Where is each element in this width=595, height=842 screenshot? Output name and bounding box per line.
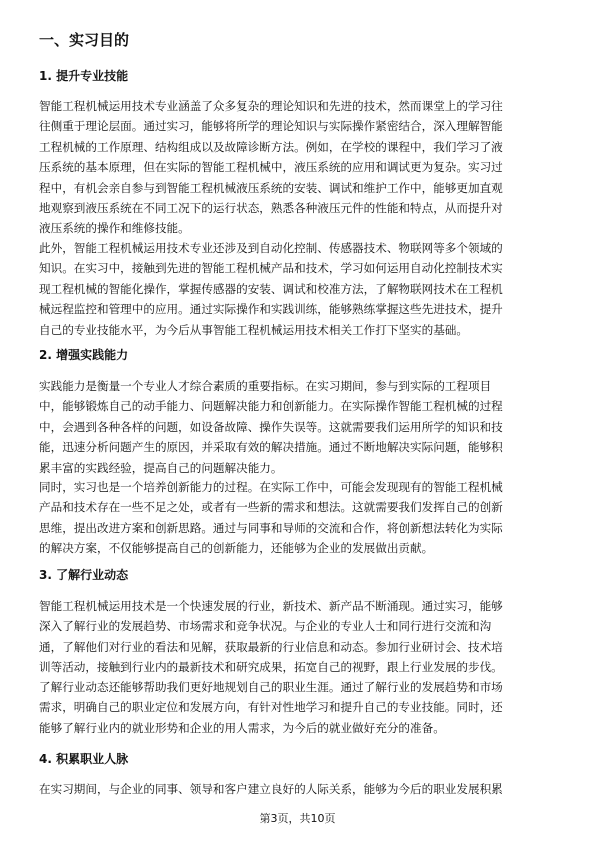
text-line: 智能工程机械运用技术专业涵盖了众多复杂的理论知识和先进的技术，然而课堂上的学习往 <box>39 99 503 113</box>
text-line: 此外，智能工程机械运用技术专业还涉及到自动化控制、传感器技术、物联网等多个领域的 <box>39 241 503 255</box>
section-heading-2: 2. 增强实践能力 <box>39 348 129 362</box>
text-line: 能够了解行业内的就业形势和企业的用人需求，为今后的就业做好充分的准备。 <box>39 720 445 735</box>
text-line: 通，了解他们对行业的看法和见解，获取最新的行业信息和动态。参加行业研讨会、技术培 <box>39 639 503 654</box>
text-line: 自己的专业技能水平，为今后从事智能工程机械运用技术相关工作打下坚实的基础。 <box>39 322 468 337</box>
text-line: 思维，提出改进方案和创新思路。通过与同事和导师的交流和合作，将创新想法转化为实际 <box>39 520 503 535</box>
text-line: 同时，实习也是一个培养创新能力的过程。在实际工作中，可能会发现现有的智能工程机械 <box>39 480 503 494</box>
text-line: 工程机械的工作原理、结构组成以及故障诊断方法。例如，在学校的课程中，我们学习了液 <box>39 139 503 154</box>
text-line: 深入了解行业的发展趋势、市场需求和竞争状况。与企业的专业人士和同行进行交流和沟 <box>39 619 492 634</box>
section-3-paragraph-2 <box>39 677 557 738</box>
section-2-paragraph-2 <box>39 477 557 559</box>
text-line: 智能工程机械运用技术是一个快速发展的行业，新技术、新产品不断涌现。通过实习，能够 <box>39 599 503 613</box>
text-line: 地观察到液压系统在不同工况下的运行状态，熟悉各种液压元件的性能和特点，从而提升对 <box>39 200 503 215</box>
text-line: 在实习期间，与企业的同事、领导和客户建立良好的人际关系，能够为今后的职业发展积累 <box>39 782 503 796</box>
section-heading-1: 1. 提升专业技能 <box>39 69 129 83</box>
section-1-paragraph-2 <box>39 238 557 340</box>
text-line: 实践能力是衡量一个专业人才综合素质的重要指标。在实习期间，参与到实际的工程项目 <box>39 379 492 393</box>
text-line: 往侧重于理论层面。通过实习，能够将所学的理论知识与实际操作紧密结合，深入理解智能 <box>39 119 503 134</box>
text-line: 中，会遇到各种各样的问题，如设备故障、操作失误等。这就需要我们运用所学的知识和技 <box>39 419 503 434</box>
text-line: 的解决方案，不仅能够提高自己的创新能力，还能够为企业的发展做出贡献。 <box>39 541 434 556</box>
section-3-paragraph-1 <box>39 596 557 678</box>
text-line: 产品和技术存在一些不足之处，或者有一些新的需求和想法。这就需要我们发挥自己的创新 <box>39 500 503 515</box>
section-heading-3: 3. 了解行业动态 <box>39 568 129 582</box>
section-2-paragraph-1 <box>39 376 557 478</box>
text-line: 现工程机械的智能化操作，掌握传感器的安装、调试和校准方法，了解物联网技术在工程机 <box>39 281 503 296</box>
text-line: 械远程监控和管理中的应用。通过实际操作和实践训练，能够熟练掌握这些先进技术，提升 <box>39 302 503 317</box>
section-1-paragraph-1 <box>39 96 557 239</box>
text-line: 训等活动，接触到行业内的最新技术和研究成果，拓宽自己的视野，跟上行业发展的步伐。 <box>39 660 503 675</box>
text-line: 能，迅速分析问题产生的原因，并采取有效的解决措施。通过不断地解决实际问题，能够积 <box>39 440 503 455</box>
main-heading: 一、实习目的 <box>39 31 130 49</box>
text-line: 知识。在实习中，接触到先进的智能工程机械产品和技术，学习如何运用自动化控制技术实 <box>39 261 503 276</box>
text-line: 了解行业动态还能够帮助我们更好地规划自己的职业生涯。通过了解行业的发展趋势和市场 <box>39 680 503 694</box>
text-line: 中，能够锻炼自己的动手能力、问题解决能力和创新能力。在实际操作智能工程机械的过程 <box>39 399 503 414</box>
text-line: 累丰富的实践经验，提高自己的问题解决能力。 <box>39 460 283 475</box>
page-number-footer: 第3页，共10页 <box>259 812 336 825</box>
text-line: 液压系统的操作和维修技能。 <box>39 221 190 236</box>
section-heading-4: 4. 积累职业人脉 <box>39 752 129 766</box>
text-line: 需求，明确自己的职业定位和发展方向，有针对性地学习和提升自己的专业技能。同时，还 <box>39 700 503 715</box>
section-4-paragraph-1 <box>39 779 557 799</box>
text-line: 程中，有机会亲自参与到智能工程机械液压系统的安装、调试和维护工作中，能够更加直观 <box>39 180 503 195</box>
text-line: 压系统的基本原理，但在实际的智能工程机械中，液压系统的应用和调试更为复杂。实习过 <box>39 160 503 175</box>
